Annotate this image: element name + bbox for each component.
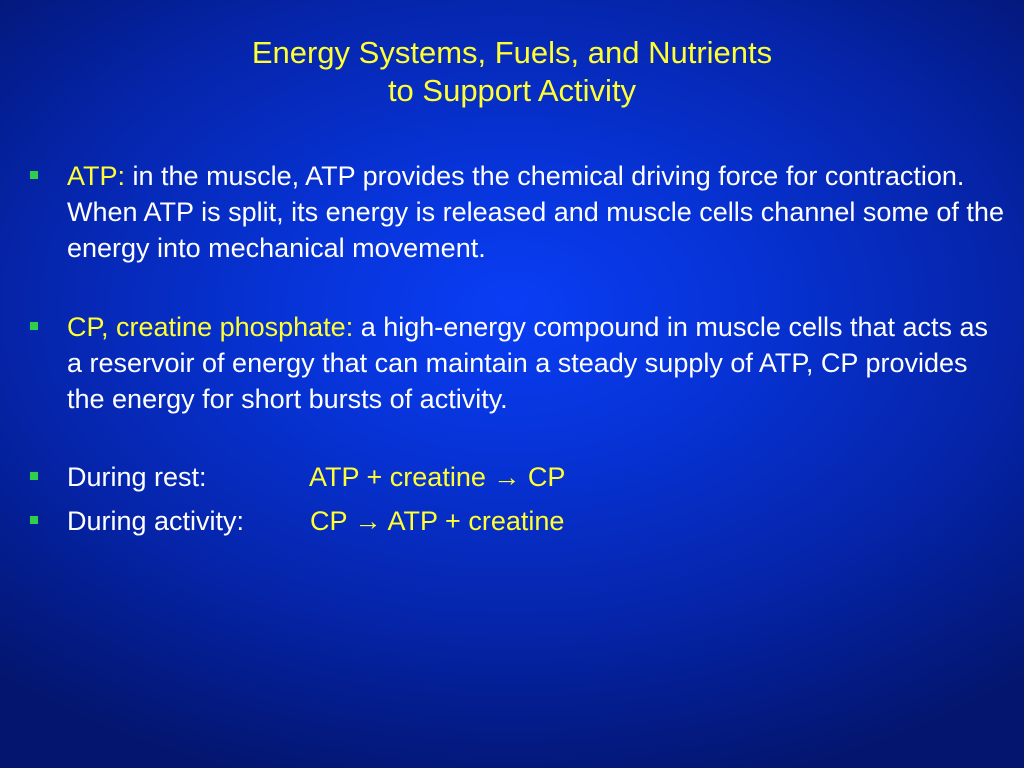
term-atp: ATP: — [67, 161, 126, 191]
rest-equation: ATP + creatine → CP — [309, 462, 566, 492]
title-line-2: to Support Activity — [387, 73, 637, 108]
green-square-bullet-icon — [30, 322, 38, 330]
during-rest-label: During rest: — [67, 462, 207, 492]
bullet-list — [30, 158, 1005, 539]
green-square-bullet-icon — [30, 171, 38, 179]
bullet-atp — [30, 158, 1005, 266]
slide-title — [0, 34, 1024, 110]
cp-description: a high-energy compound in muscle cells that acts as a reservoir of energy that can maintain a steady supply of ATP, CP provides the energy for short bursts of activity. — [67, 312, 989, 414]
title-line-1: Energy Systems, Fuels, and Nutrients — [251, 35, 773, 70]
atp-description: in the muscle, ATP provides the chemical driving force for contraction. When ATP is split, its energy is released and muscle cells channel some of the energy into mechanical movement. — [67, 161, 1004, 263]
bullet-during-activity — [30, 503, 1005, 539]
green-square-bullet-icon — [30, 516, 38, 524]
during-activity-label: During activity: — [67, 506, 245, 536]
term-cp: CP, creatine phosphate: — [67, 312, 354, 342]
bullet-during-rest — [30, 459, 1005, 495]
green-square-bullet-icon — [30, 472, 38, 480]
bullet-cp — [30, 309, 1005, 417]
activity-equation: CP → ATP + creatine — [310, 506, 565, 536]
